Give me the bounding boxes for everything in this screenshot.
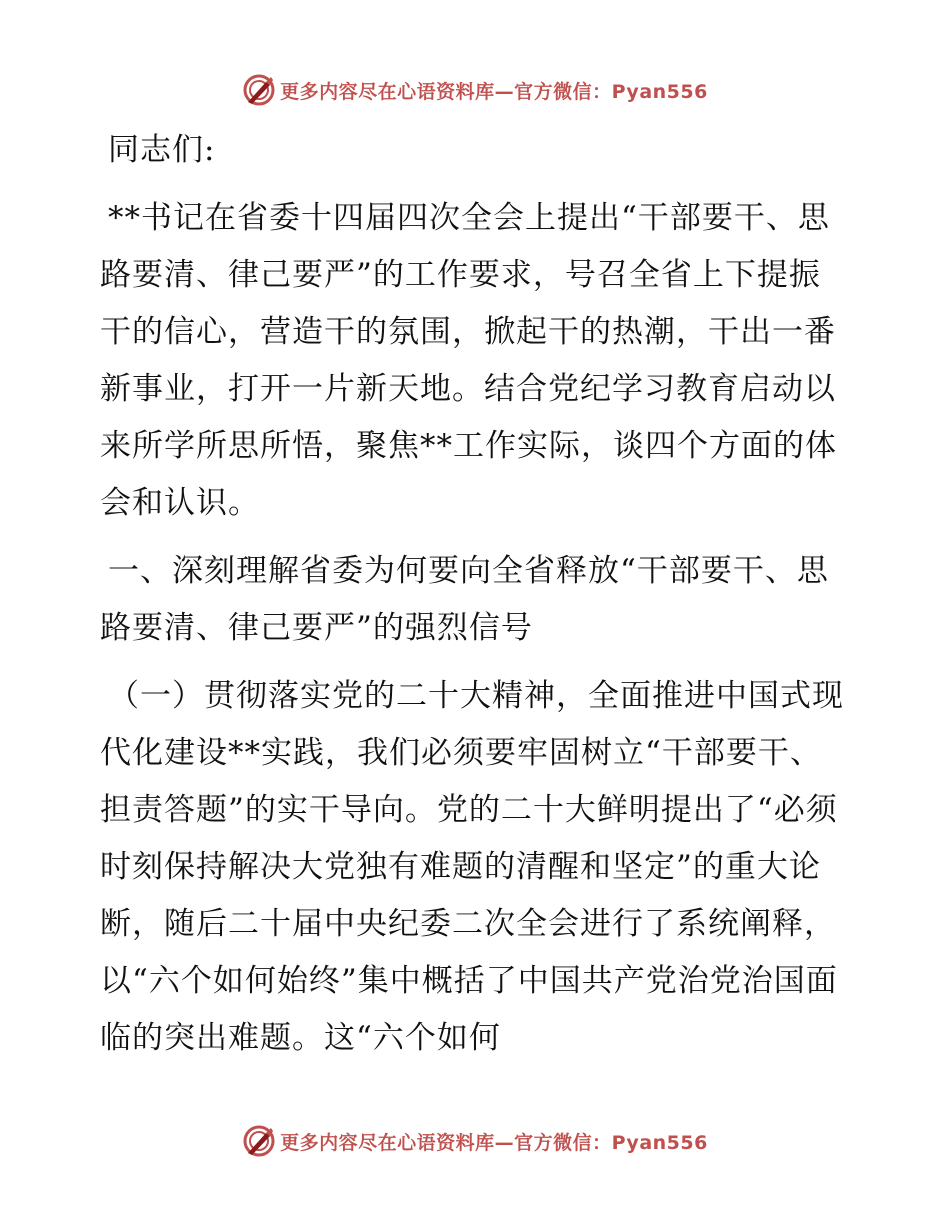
document-body — [100, 122, 852, 1078]
greeting: 同志们: — [108, 132, 216, 168]
paragraph-1-1 — [100, 668, 852, 1067]
paragraph-text: （一）贯彻落实党的二十大精神，全面推进中国式现代化建设**实践，我们必须要牢固树立“干部要干、担责答题”的实干导向。党的二十大鲜明提出了“必须时刻保持解决大党独有难题的清醒和坚定”的重大论断，随后二十届中央纪委二次全会进行了系统阐释，以“六个如何始终”集中概括了中国共产党治党治国面临的突出难题。这“六个如何 — [100, 678, 844, 1056]
pen-logo-icon — [242, 73, 276, 107]
heading-text: 一、深刻理解省委为何要向全省释放“干部要干、思路要清、律己要严”的强烈信号 — [100, 553, 829, 646]
banner-text: 更多内容尽在心语资料库—官方微信：Pyan556 — [280, 80, 708, 103]
footer-watermark-banner — [0, 1121, 950, 1161]
paragraph-text: **书记在省委十四届四次全会上提出“干部要干、思路要清、律己要严”的工作要求，号召全省上下提振干的信心，营造干的氛围，掀起干的热潮，干出一番新事业，打开一片新天地。结合党纪学习教育启动以来所学所思所悟，聚焦**工作实际，谈四个方面的体会和认识。 — [100, 200, 837, 521]
pen-logo-icon — [242, 1124, 276, 1158]
header-watermark-banner — [0, 70, 950, 110]
paragraph-intro — [100, 190, 852, 532]
section-heading-1 — [100, 543, 852, 657]
banner-text: 更多内容尽在心语资料库—官方微信：Pyan556 — [280, 1131, 708, 1154]
